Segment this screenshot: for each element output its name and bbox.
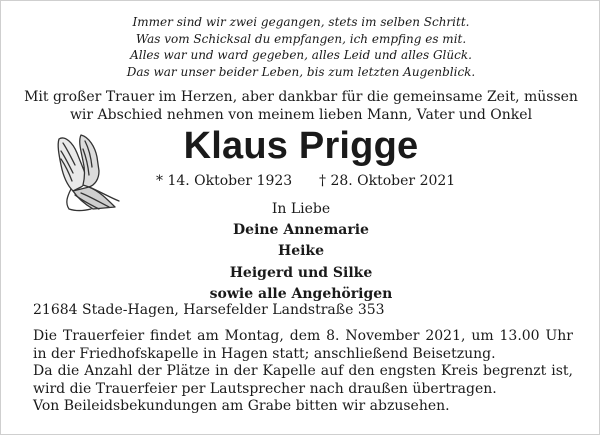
speaker-paragraph: Da die Anzahl der Plätze in der Kapelle auf den engsten Kreis begrenzt ist, wird die Trauerfeier per Lautsprecher nach draußen übertragen. — [33, 363, 573, 397]
poem-line: Das war unser beider Leben, bis zum letzten Augenblick. — [126, 64, 476, 79]
family-member: sowie alle Angehörigen — [209, 285, 393, 302]
intro-line: Mit großer Trauer im Herzen, aber dankbar für die gemeinsame Zeit, müssen — [24, 89, 578, 105]
deceased-name: Klaus Prigge — [183, 125, 419, 167]
intro-text — [1, 88, 600, 124]
intro-line: wir Abschied nehmen von meinem lieben Mann, Vater und Onkel — [69, 107, 533, 123]
family-member: Heigerd und Silke — [229, 264, 373, 281]
birth-date: * 14. Oktober 1923 — [156, 173, 293, 189]
poem-line: Alles war und ward gegeben, alles Leid und alles Glück. — [130, 48, 472, 62]
funeral-paragraph: Die Trauerfeier findet am Montag, dem 8. November 2021, um 13.00 Uhr in der Friedhofskapelle in Hagen statt; anschließend Beisetzung. — [33, 328, 573, 362]
family-member: Deine Annemarie — [233, 222, 369, 239]
condolence-paragraph: Von Beileidsbekundungen am Grabe bitten wir abzusehen. — [33, 398, 450, 414]
address: 21684 Stade-Hagen, Harsefelder Landstraße 353 — [33, 302, 385, 318]
poem-line: Was vom Schicksal du empfangen, ich empfing es mit. — [135, 31, 467, 46]
poem-line: Immer sind wir zwei gegangen, stets im selben Schritt. — [132, 15, 470, 29]
family-member: Heike — [277, 243, 325, 260]
death-date: † 28. Oktober 2021 — [319, 173, 456, 189]
poem — [1, 14, 600, 80]
in-liebe-label: In Liebe — [271, 201, 331, 217]
family-signature — [1, 199, 600, 305]
